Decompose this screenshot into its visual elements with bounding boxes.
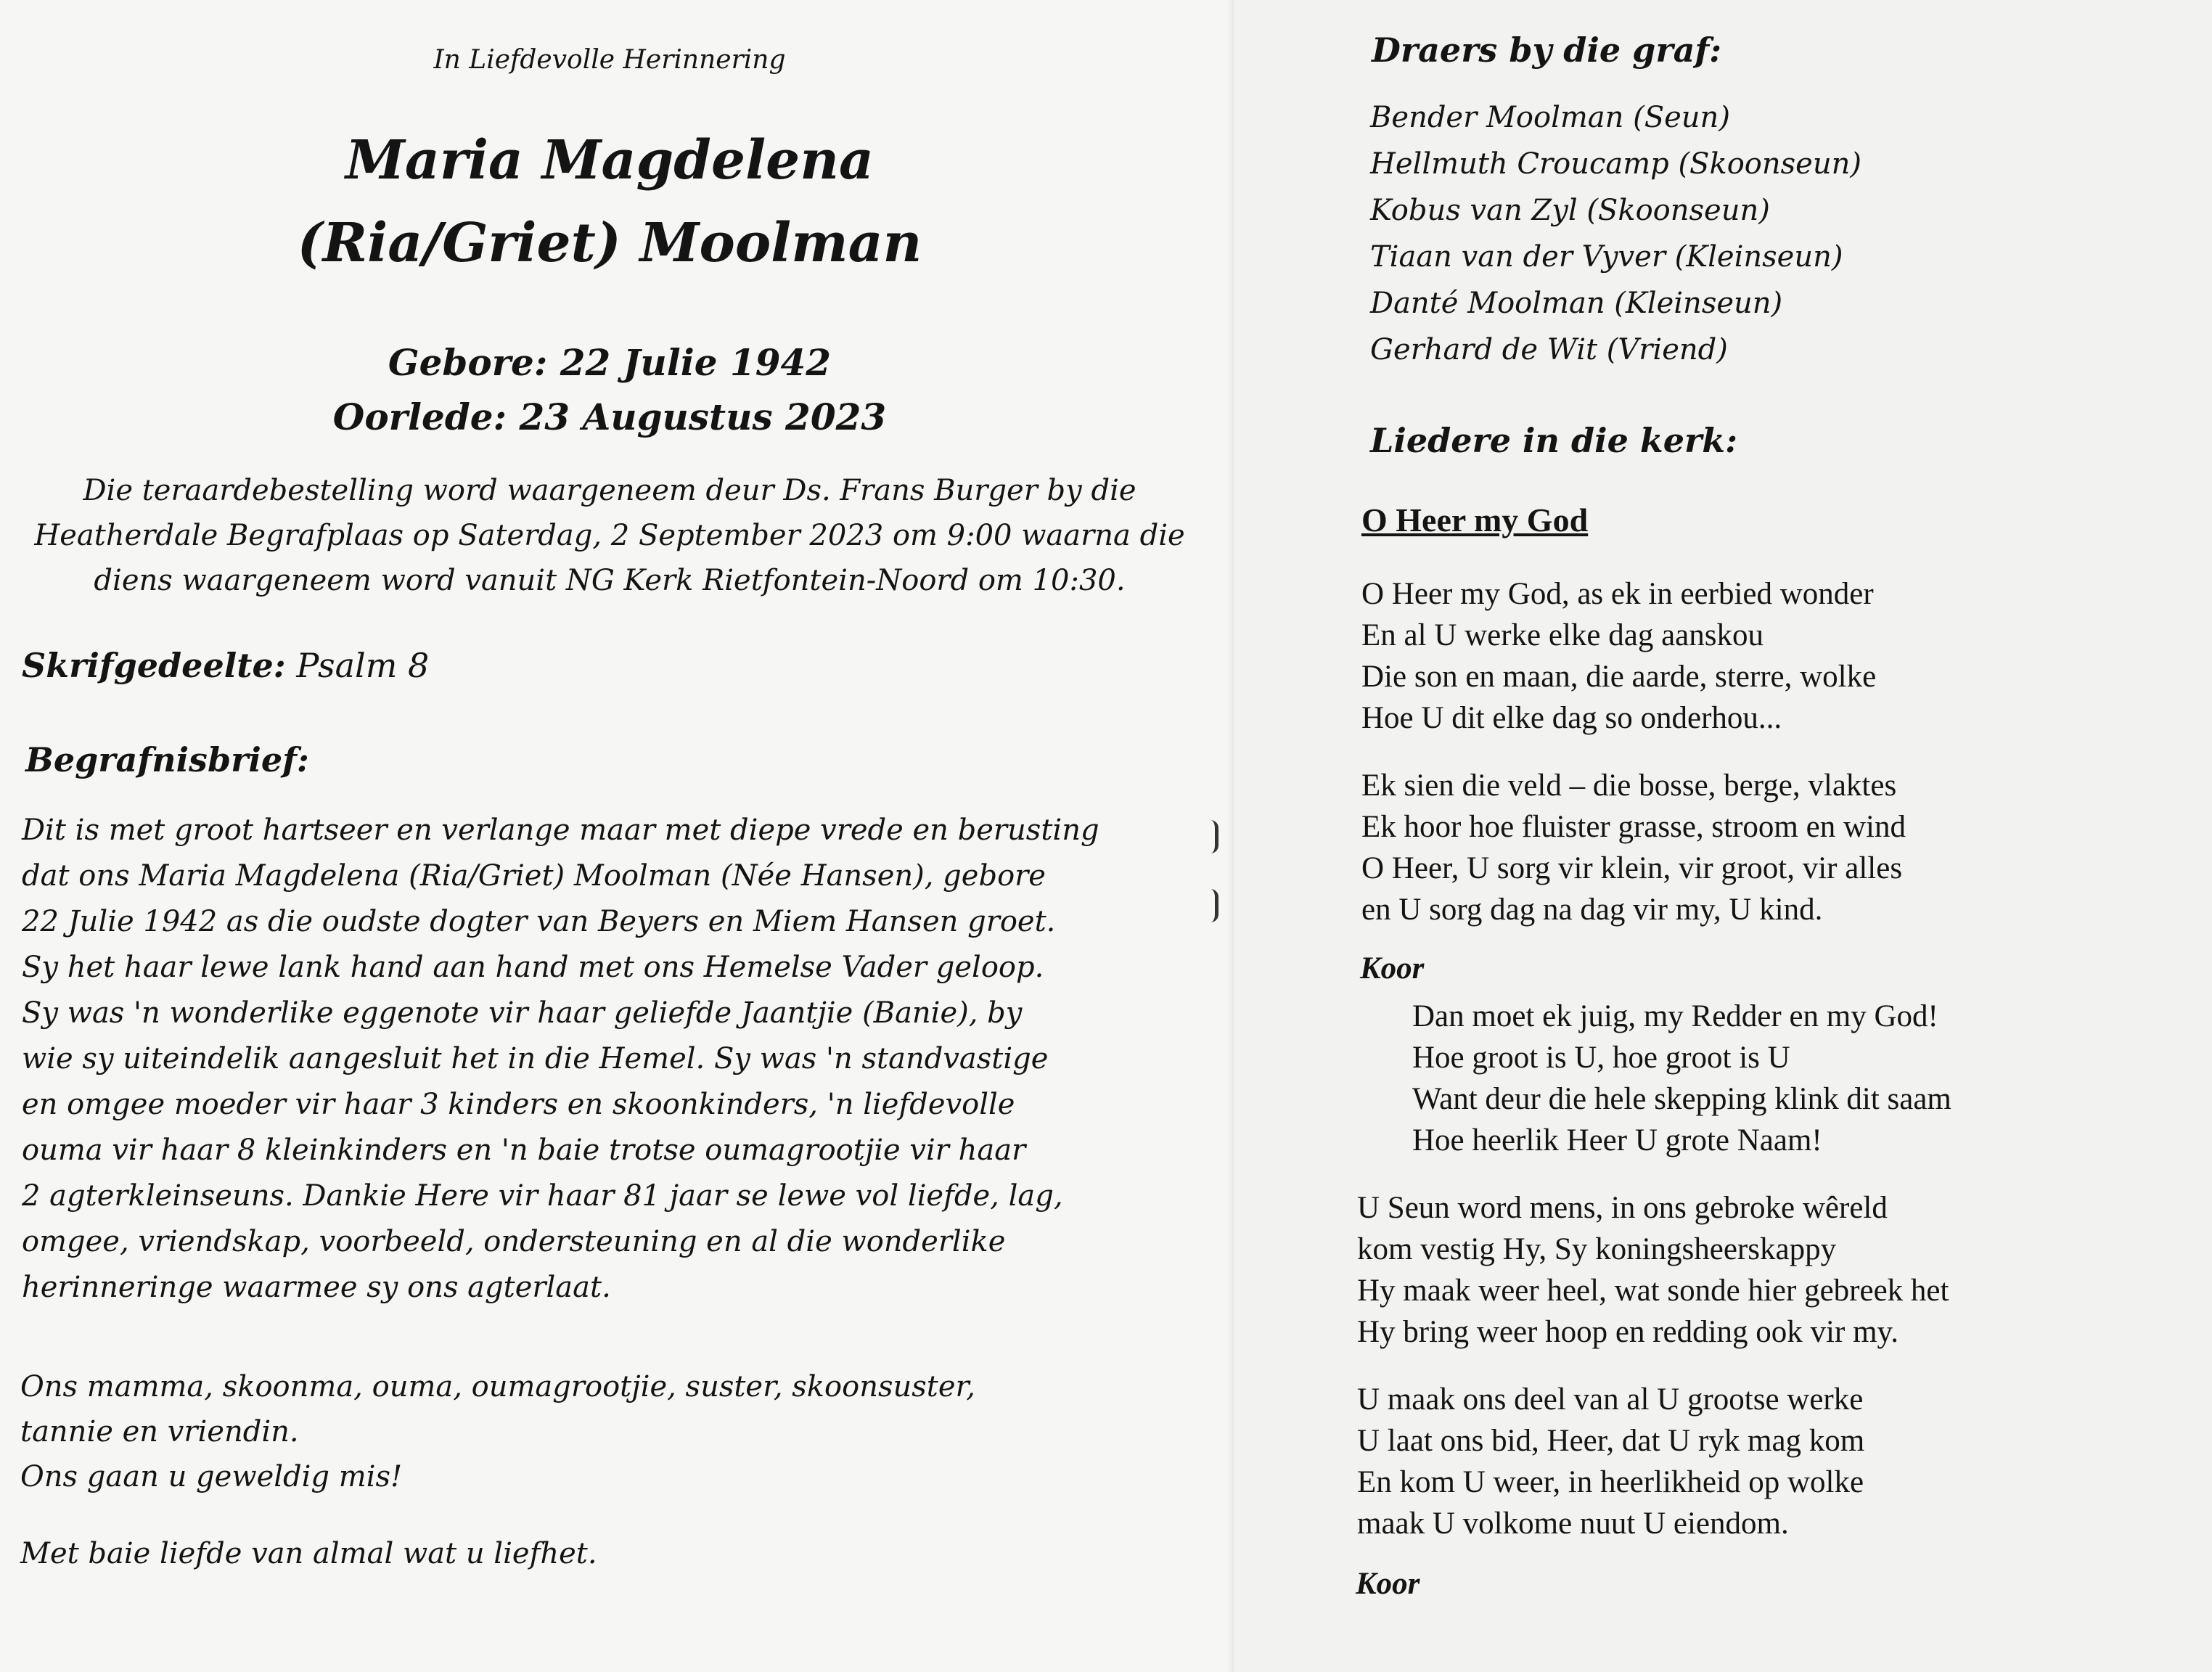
letter-line: dat ons Maria Magdelena (Ria/Griet) Moolman (Née Hansen), gebore xyxy=(22,859,1046,893)
song-title: O Heer my God xyxy=(1361,501,1589,538)
verse-line: Hoe U dit elke dag so onderhou... xyxy=(1361,701,1782,735)
song-verse xyxy=(1361,573,1876,739)
birth-date: Gebore: 22 Julie 1942 xyxy=(388,341,832,384)
death-date: Oorlede: 23 Augustus 2023 xyxy=(332,396,887,438)
verse-line: En kom U weer, in heerlikheid op wolke xyxy=(1357,1465,1864,1499)
verse-line: Hy maak weer heel, wat sonde hier gebreek het xyxy=(1357,1274,1949,1308)
verse-line: U maak ons deel van al U grootse werke xyxy=(1357,1382,1864,1417)
service-details xyxy=(22,468,1197,603)
verse-line: U laat ons bid, Heer, dat U ryk mag kom xyxy=(1357,1424,1865,1458)
bearer-name: Hellmuth Croucamp (Skoonseun) xyxy=(1370,147,1861,181)
bearer-name: Kobus van Zyl (Skoonseun) xyxy=(1370,194,1770,227)
verse-line: En al U werke elke dag aanskou xyxy=(1361,618,1764,652)
deceased-name-line1: Maria Magdelena xyxy=(345,129,874,192)
letter-line: herinneringe waarmee sy ons agterlaat. xyxy=(22,1271,611,1304)
chorus-line: Hoe heerlik Heer U grote Naam! xyxy=(1412,1123,1822,1157)
bearer-name: Tiaan van der Vyver (Kleinseun) xyxy=(1370,240,1843,274)
chorus-line: Want deur die hele skepping klink dit saam xyxy=(1412,1082,1951,1116)
songs-heading: Liedere in die kerk: xyxy=(1370,421,1738,460)
letter-line: omgee, vriendskap, voorbeeld, ondersteuning en al die wonderlike xyxy=(22,1225,1006,1258)
bearer-name: Danté Moolman (Kleinseun) xyxy=(1370,287,1783,320)
letter-line: Dit is met groot hartseer en verlange maar met diepe vrede en berusting xyxy=(22,814,1099,847)
verse-line: Ek sien die veld – die bosse, berge, vlaktes xyxy=(1361,769,1897,803)
verse-line: U Seun word mens, in ons gebroke wêreld xyxy=(1357,1191,1888,1225)
letter-line: wie sy uiteindelik aangesluit het in die Hemel. Sy was 'n standvastige xyxy=(22,1042,1049,1075)
chorus-label: Koor xyxy=(1360,951,1425,985)
verse-line: Hy bring weer hoop en redding ook vir my. xyxy=(1357,1315,1898,1349)
service-line: diens waargeneem word vanuit NG Kerk Rietfontein-Noord om 10:30. xyxy=(94,564,1126,597)
funeral-letter xyxy=(22,808,1183,1311)
scripture xyxy=(22,646,429,685)
verse-line: Ek hoor hoe fluister grasse, stroom en wind xyxy=(1361,810,1906,844)
closing-line: Ons mamma, skoonma, ouma, oumagrootjie, suster, skoonsuster, xyxy=(20,1370,975,1403)
chorus-line: Dan moet ek juig, my Redder en my God! xyxy=(1412,999,1938,1033)
intro-text: In Liefdevolle Herinnering xyxy=(433,45,786,75)
right-page xyxy=(1234,0,2212,1672)
bearers-list xyxy=(1370,94,1861,373)
song-verse xyxy=(1357,1379,1864,1544)
letter-line: en omgee moeder vir haar 3 kinders en skoonkinders, 'n liefdevolle xyxy=(22,1088,1015,1121)
letter-line: 22 Julie 1942 as die oudste dogter van Beyers en Miem Hansen groet. xyxy=(22,905,1056,938)
staple-mark xyxy=(1211,820,1218,853)
song-verse xyxy=(1357,1187,1949,1353)
verse-line: kom vestig Hy, Sy koningsheerskappy xyxy=(1357,1232,1837,1266)
chorus-line: Hoe groot is U, hoe groot is U xyxy=(1412,1041,1790,1075)
song-verse xyxy=(1361,765,1906,930)
verse-line: Die son en maan, die aarde, sterre, wolke xyxy=(1361,660,1877,694)
staple-mark xyxy=(1211,889,1218,922)
verse-line: en U sorg dag na dag vir my, U kind. xyxy=(1361,893,1823,927)
verse-line: maak U volkome nuut U eiendom. xyxy=(1357,1507,1789,1541)
letter-line: 2 agterkleinseuns. Dankie Here vir haar 81 jaar se lewe vol liefde, lag, xyxy=(22,1179,1063,1213)
service-line: Die teraardebestelling word waargeneem deur Ds. Frans Burger by die xyxy=(83,474,1136,507)
bearer-name: Gerhard de Wit (Vriend) xyxy=(1370,333,1728,366)
deceased-name-line2: (Ria/Griet) Moolman xyxy=(297,212,922,274)
closing-line: Ons gaan u geweldig mis! xyxy=(20,1460,403,1493)
scripture-label: Skrifgedeelte: xyxy=(22,646,286,685)
sign-off: Met baie liefde van almal wat u liefhet. xyxy=(20,1537,597,1570)
service-line: Heatherdale Begrafplaas op Saterdag, 2 September 2023 om 9:00 waarna die xyxy=(34,519,1185,552)
letter-heading: Begrafnisbrief: xyxy=(25,740,309,779)
verse-line: O Heer my God, as ek in eerbied wonder xyxy=(1361,577,1874,611)
verse-line: O Heer, U sorg vir klein, vir groot, vir alles xyxy=(1361,851,1903,885)
scripture-value: Psalm 8 xyxy=(296,646,430,685)
letter-line: ouma vir haar 8 kleinkinders en 'n baie trotse oumagrootjie vir haar xyxy=(22,1134,1026,1167)
letter-line: Sy het haar lewe lank hand aan hand met ons Hemelse Vader geloop. xyxy=(22,951,1044,984)
bearers-heading: Draers by die graf: xyxy=(1372,30,1722,70)
letter-line: Sy was 'n wonderlike eggenote vir haar geliefde Jaantjie (Banie), by xyxy=(22,996,1023,1030)
closing-text xyxy=(20,1364,1181,1499)
chorus-label: Koor xyxy=(1356,1567,1420,1601)
song-chorus xyxy=(1412,996,1951,1161)
bearer-name: Bender Moolman (Seun) xyxy=(1370,101,1730,134)
closing-line: tannie en vriendin. xyxy=(20,1415,299,1448)
